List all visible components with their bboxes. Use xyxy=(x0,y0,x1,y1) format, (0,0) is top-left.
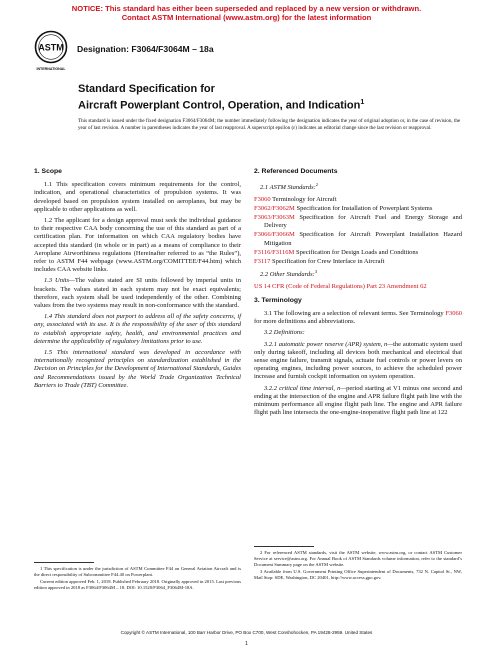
left-column xyxy=(34,168,241,393)
footnote-2: 2 For referenced ASTM standards, visit the ASTM website, www.astm.org, or contact ASTM Customer Service at service@astm.org. For Annual Book of ASTM Standards volume information, refer to the standard’s Document Summary page on the ASTM website. xyxy=(254,550,462,567)
scope-para-1: 1.1 This specification covers minimum requirements for the control, indication, and operational characteristics of propulsion systems. It was developed based on propulsion system installed on aeroplanes, but may be applicable to other applications as well. xyxy=(34,181,241,213)
title-line-2 xyxy=(78,96,458,113)
reference-item[interactable]: F3063/F3063M Specification for Aircraft Fuel and Energy Storage and Delivery xyxy=(254,213,462,230)
title-main: Aircraft Powerplant Control, Operation, and Indication xyxy=(78,99,361,112)
footnote-rule-right xyxy=(254,546,314,547)
scope-para-4: 1.4 This standard does not purport to address all of the safety concerns, if any, associated with its use. It is the responsibility of the user of this standard to establish appropriate safety, health, and environmental practices and determine the applicability of regulatory limitations prior to use. xyxy=(34,313,241,345)
reference-list xyxy=(254,196,462,267)
reference-item[interactable]: F3116/F3116M Specification for Design Loads and Conditions xyxy=(254,248,419,256)
astm-logo-icon xyxy=(34,30,68,72)
footnotes-right xyxy=(254,550,462,582)
reference-item[interactable]: F3066/F3066M Specification for Aircraft Powerplant Installation Hazard Mitigation xyxy=(254,231,462,247)
definition-critical-time: 3.2.2 critical time interval, n—period starting at V1 minus one second and ending at the intersection of the engine and APR failure flight path line with the minimum performance all engine flight path line. The engine and APR failure flight path line intersects the one-engine-inoperative flight path line at 122 xyxy=(254,384,462,417)
supersession-notice xyxy=(0,4,493,22)
designation: Designation: F3064/F3064M – 18a xyxy=(77,44,214,54)
issuance-note: This standard is issued under the fixed designation F3064/F3064M; the number immediately following the designation indicates the year of original adoption or, in the case of revision, the year of last revision. A number in parentheses indicates the year of last reapproval. A superscript epsilon (ε) indicates an editorial change since the last revision or reapproval. xyxy=(78,118,461,131)
astm-standards-label: 2.1 ASTM Standards:$^2$ xyxy=(260,182,319,192)
footnote-3: 3 Available from U.S. Government Printing Office Superintendent of Documents, 732 N. Capitol St., NW, Mail Stop: SDE, Washington, DC 20401, http://www.access.gpo.gov. xyxy=(254,569,462,580)
notice-line-1: NOTICE: This standard has either been superseded and replaced by a new version or withdrawn. xyxy=(71,4,422,13)
scope-para-2: 1.2 The applicant for a design approval must seek the individual guidance to their respective CAA body concerning the use of this standard as part of a certification plan. For information on which CAA regulatory bodies have accepted this standard (in whole or in part) as a means of compliance to their Aeroplane Airworthiness regulations (Hereinafter referred to as “the Rules”), refer to ASTM F44 webpage (www.ASTM.org/COMITTEE/F44.htm) which includes CAA website links. xyxy=(34,217,241,274)
logo-subtext: INTERNATIONAL xyxy=(36,67,66,71)
units-text: The values stated are SI units followed by imperial units in brackets. The values stated in each system may not be exact equivalents; therefore, each system shall be used independently of the other. Combining values from the two systems may result in non-conformance with the standard. xyxy=(34,277,241,310)
cfr-reference-link[interactable]: US 14 CFR (Code of Federal Regulations) Part 23 Amendment 62 xyxy=(254,282,427,290)
reference-item[interactable]: F3060 Terminology for Aircraft xyxy=(254,195,337,203)
definition-apr: 3.2.1 automatic power reserve (APR) system, n—the automatic system used only during takeoff, including all devices both mechanical and electrical that sense engine failure, transmit signals, actuate fuel controls or power levers on operating engines, including power sources, to achieve the scheduled power increase and furnish cockpit information on system operation. xyxy=(254,340,462,381)
terminology-para-1: 3.1 The following are a selection of relevant terms. See Terminology F3060 for more definitions and abbreviations. xyxy=(254,309,462,326)
copyright-footer: Copyright © ASTM International, 100 Barr Harbor Drive, PO Box C700, West Conshohocken, PA 19428-2959. United States xyxy=(120,630,373,635)
footnote-1: 1 This specification is under the jurisdiction of ASTM Committee F44 on General Aviation Aircraft and is the direct responsibility of Subcommittee F44.40 on Powerplant. xyxy=(34,566,241,577)
other-standards-label: 2.2 Other Standards:$^3$ xyxy=(260,269,318,279)
scope-para-5: 1.5 This international standard was developed in accordance with internationally recognized principles on standardization established in the Decision on Principles for the Development of International Standards, Guides and Recommendations issued by the World Trade Organization Technical Barriers to Trade (TBT) Committee. xyxy=(34,349,241,389)
page-number: 1 xyxy=(245,641,248,647)
terminology-heading: 3. Terminology xyxy=(254,296,302,304)
footnote-rule-left xyxy=(34,562,94,563)
logo-text: ASTM xyxy=(38,42,64,53)
footnotes-left xyxy=(34,566,241,592)
definition-term: 3.2.1 automatic power reserve (APR) system, n— xyxy=(264,340,394,348)
document-title xyxy=(78,83,458,113)
footnote-1-edition: Current edition approved Feb. 1, 2018. Published February 2018. Originally approved in 2015. Last previous edition approved in 2018 as F3064/F3064M – 18. DOI: 10.1520/F3064_F3064M-18A. xyxy=(34,579,241,590)
right-column xyxy=(254,168,462,420)
definition-term: 3.2.2 critical time interval, n— xyxy=(264,384,347,392)
scope-heading: 1. Scope xyxy=(34,168,62,175)
reference-item[interactable]: F3117 Specification for Crew Interface in Aircraft xyxy=(254,257,385,265)
scope-para-3 xyxy=(34,277,241,310)
notice-line-2: Contact ASTM International (www.astm.org) for the latest information xyxy=(121,13,372,22)
references-heading: 2. Referenced Documents xyxy=(254,168,338,175)
title-line-1: Standard Specification for xyxy=(78,83,215,95)
reference-item[interactable]: F3062/F3062M Specification for Installation of Powerplant Systems xyxy=(254,204,433,212)
units-label: 1.3 Units— xyxy=(44,277,75,285)
terminology-link[interactable]: F3060 xyxy=(445,309,462,317)
title-footnote-mark: 1 xyxy=(360,99,365,106)
definitions-label: 3.2 Definitions: xyxy=(264,329,305,337)
astm-logo xyxy=(34,30,68,72)
